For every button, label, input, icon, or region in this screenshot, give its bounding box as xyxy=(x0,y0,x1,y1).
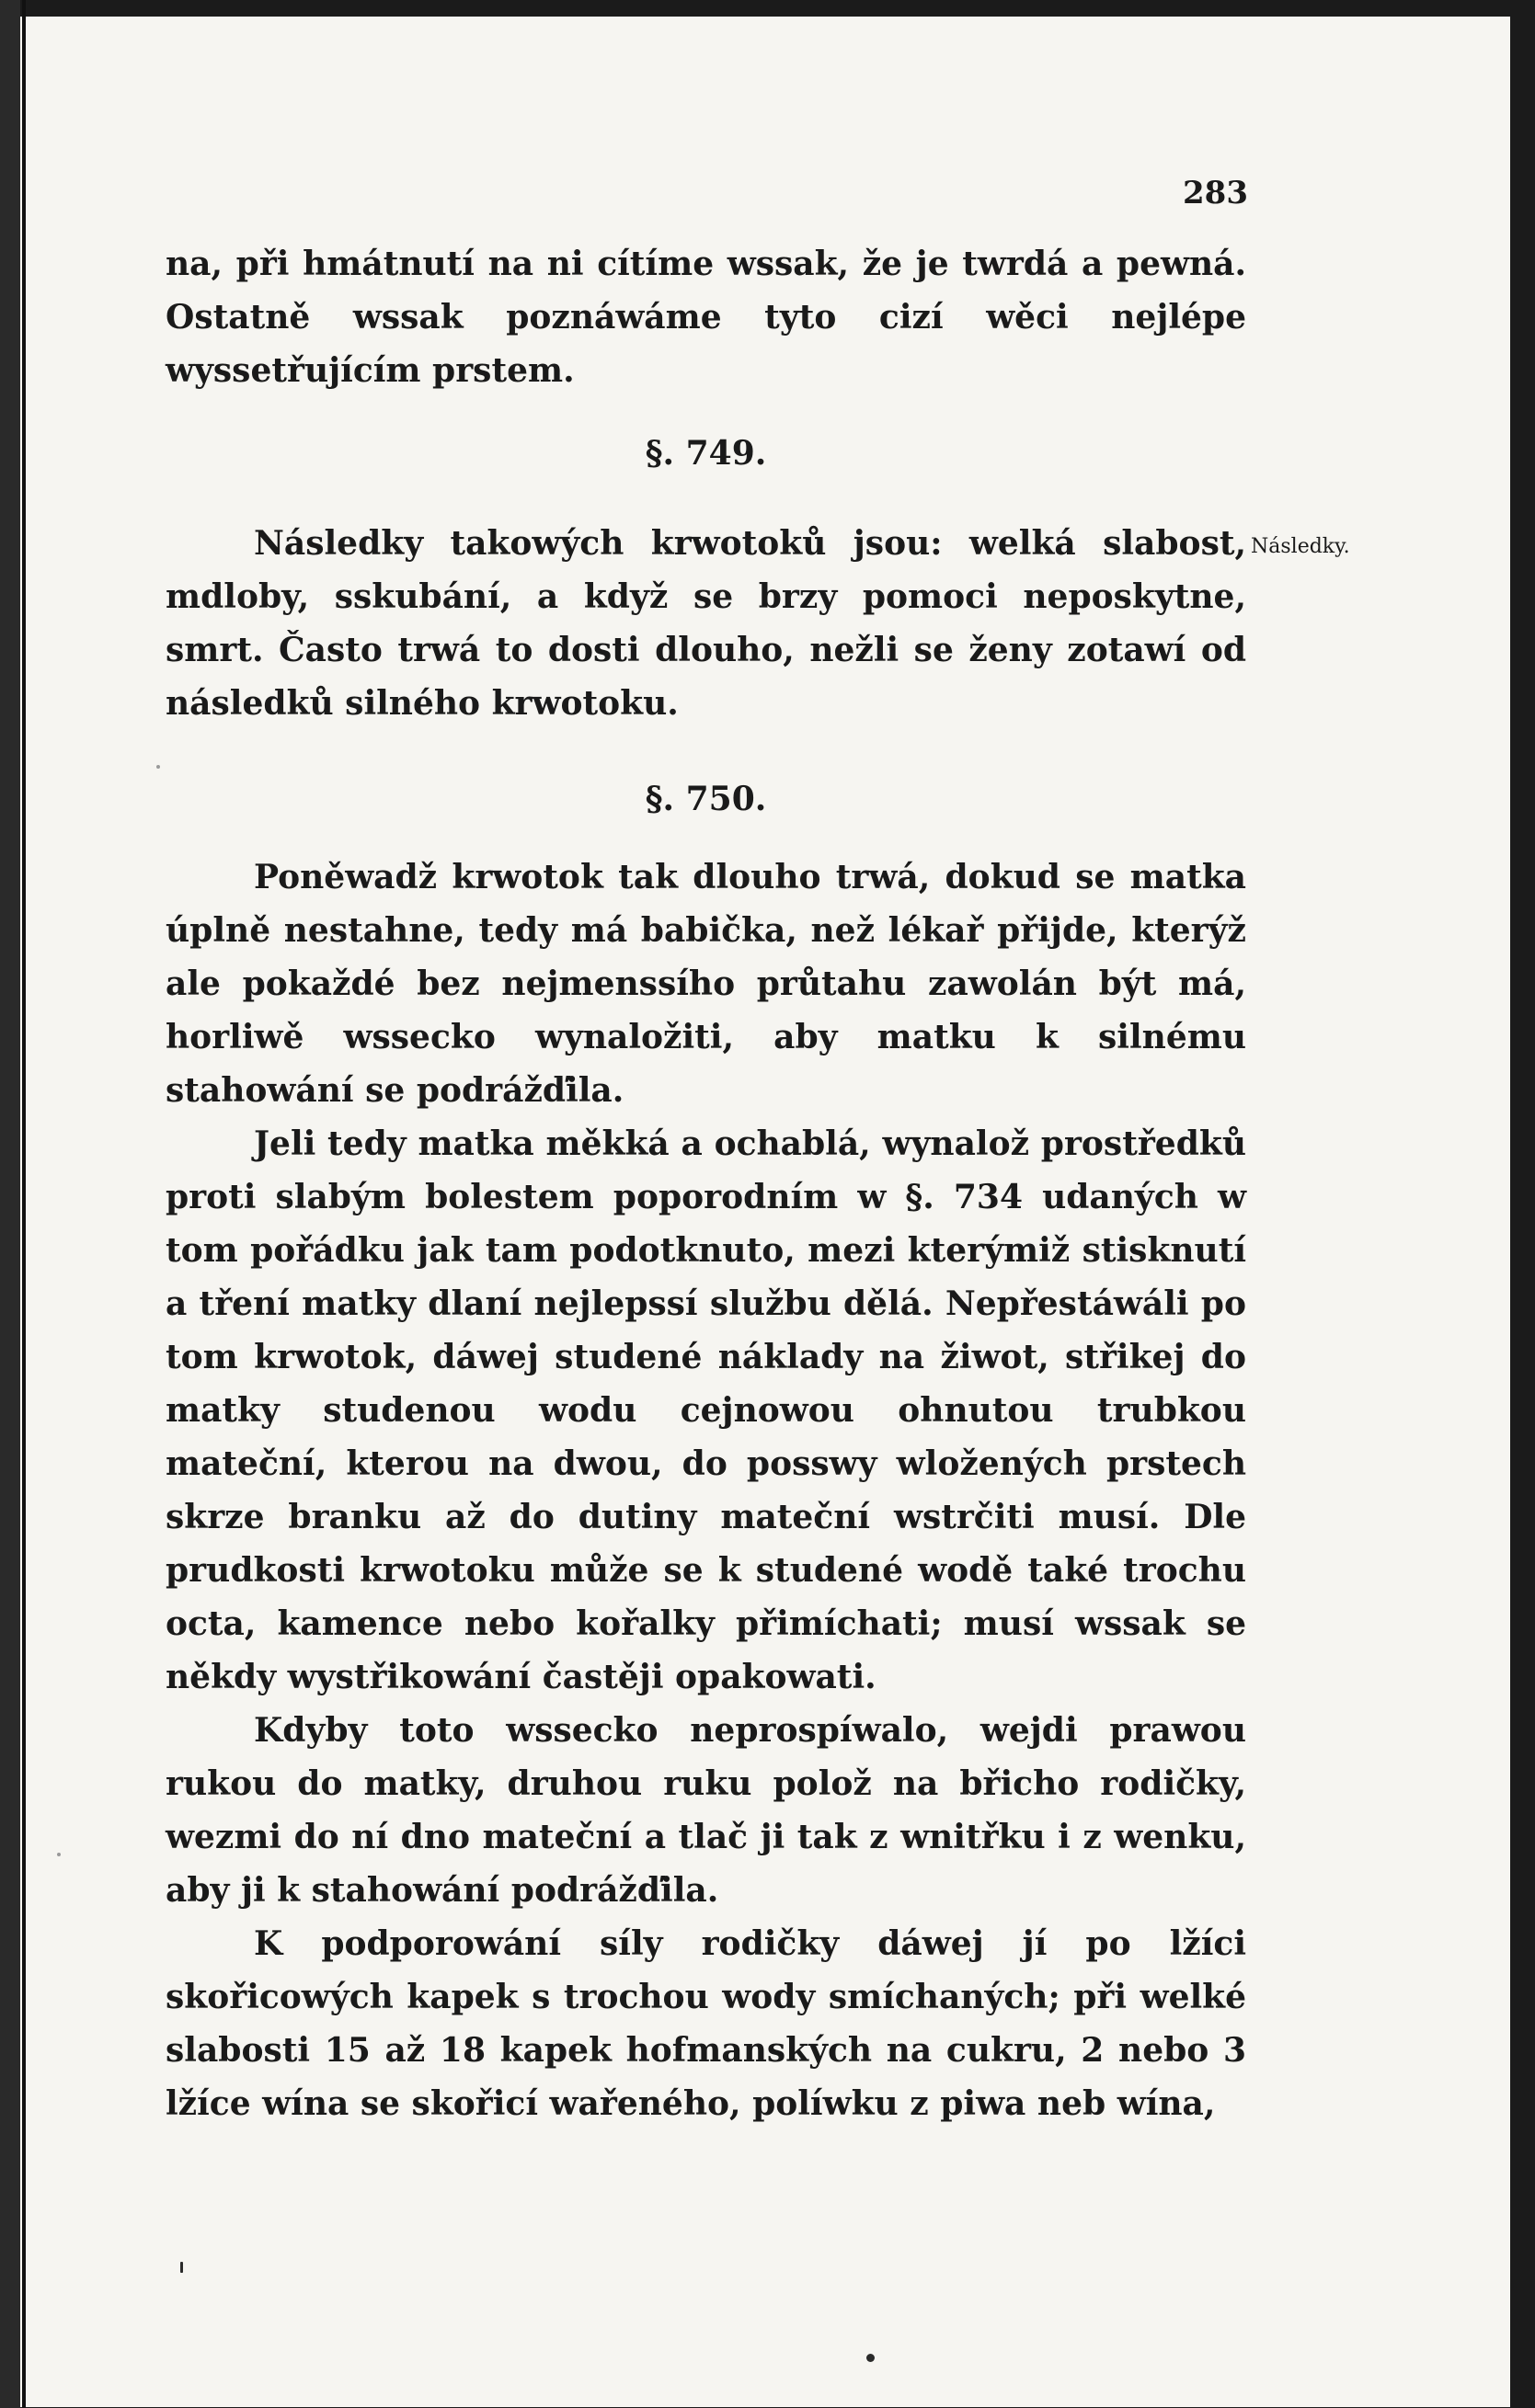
gutter-shadow-line xyxy=(22,0,26,2408)
section-750-body xyxy=(166,850,1246,2130)
section-749-paragraph xyxy=(166,517,1246,730)
book-gutter xyxy=(0,0,20,2408)
intro-text: na, při hmátnutí na ni cítíme wssak, že je twrdá a pewná. Ostatně wssak poznáwáme tyto cizí wěci nejlépe wyssetřujícím prstem. xyxy=(166,245,1246,390)
section-749-heading: §. 749. xyxy=(645,434,767,473)
paragraph-1: Poněwadž krwotok tak dlouho trwá, dokud se matka úplně nestahne, tedy má babička, než lékař přijde, kterýž ale pokaždé bez nejmenssího průtahu zawolán být má, horliwě wssecko wynaložiti, aby matku k silnému stahowání se podrážďila. xyxy=(166,858,1246,1110)
paragraph-3: Kdyby toto wssecko neprospíwalo, wejdi prawou rukou do matky, druhou ruku polož na břicho rodičky, wezmi do ní dno mateční a tlač ji tak z wnitřku i z wenku, aby ji k stahowání podrážďila. xyxy=(166,1711,1246,1910)
ink-speck xyxy=(156,765,160,769)
section-750-heading: §. 750. xyxy=(645,780,767,818)
ink-speck xyxy=(180,2262,183,2273)
page-number: 283 xyxy=(1183,175,1248,211)
ink-speck xyxy=(57,1853,61,1856)
section-749-text: Následky takowých krwotoků jsou: welká slabost, mdloby, sskubání, a když se brzy pomoci neposkytne, smrt. Často trwá to dosti dlouho, nežli se ženy zotawí od následků silného krwotoku. xyxy=(166,524,1246,723)
margin-note: Následky. xyxy=(1251,535,1350,558)
ink-speck xyxy=(866,2354,875,2362)
paragraph-2: Jeli tedy matka měkká a ochablá, wynalož prostředků proti slabým bolestem poporodním w §. 734 udaných w tom pořádku jak tam podotknuto, mezi kterýmiž stisknutí a tření matky dlaní nejlepssí službu dělá. Nepřestáwáli po tom krwotok, dáwej studené náklady na žiwot, střikej do matky studenou wodu cejnowou ohnutou trubkou mateční, kterou na dwou, do posswy wložených prstech skrze branku až do dutiny mateční wstrčiti musí. Dle prudkosti krwotoku může se k studené wodě také trochu octa, kamence nebo kořalky přimíchati; musí wssak se někdy wystřikowání častěji opakowati. xyxy=(166,1124,1246,1696)
intro-paragraph xyxy=(166,237,1246,397)
paragraph-4: K podporowání síly rodičky dáwej jí po lžíci skořicowých kapek s trochou wody smíchaných; při welké slabosti 15 až 18 kapek hofmanských na cukru, 2 nebo 3 lžíce wína se skořicí wařeného, políwku z piwa neb wína, xyxy=(166,1924,1246,2123)
